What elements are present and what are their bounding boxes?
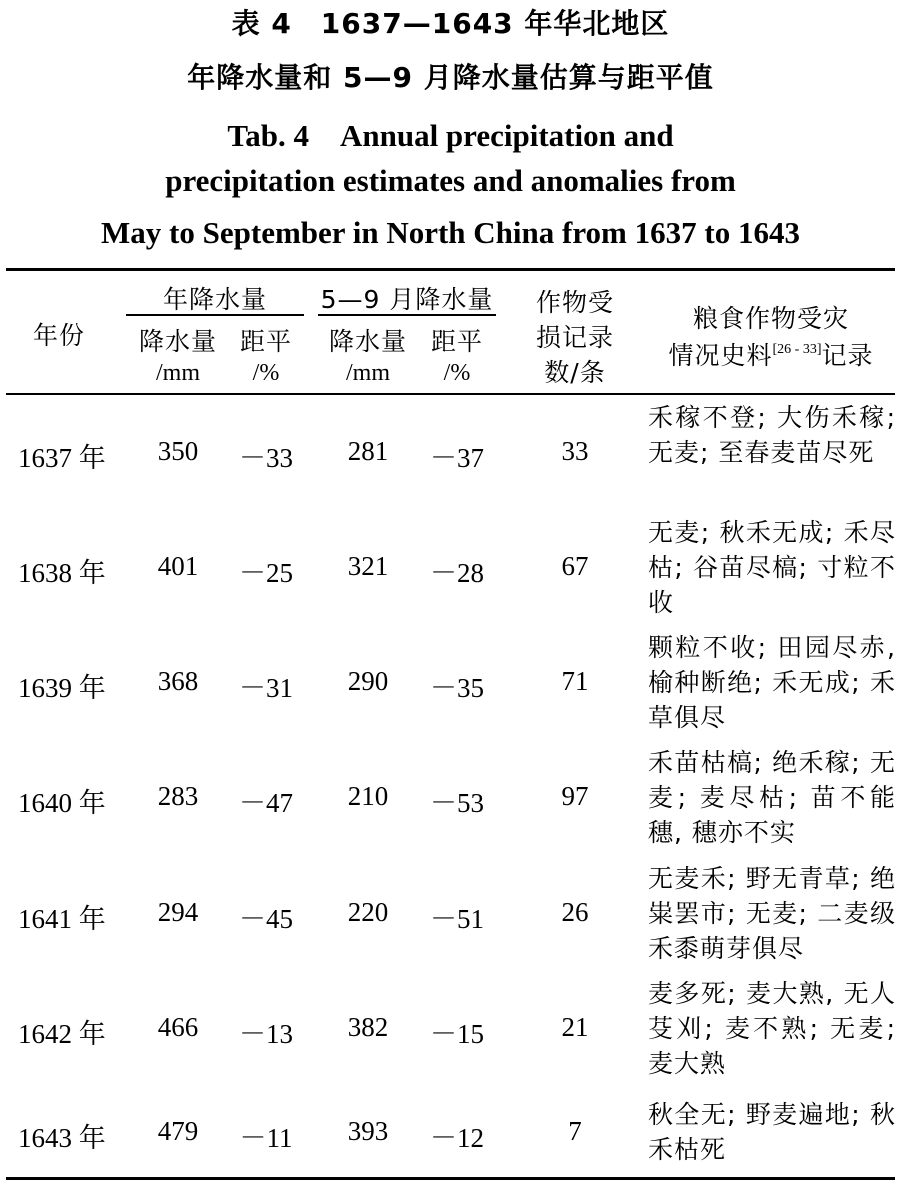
row-annual-anomaly: －31 [239, 673, 293, 703]
row-may-sep-anomaly: －53 [430, 788, 484, 818]
header-may-sep-unit-mm: /mm [345, 360, 390, 386]
row-may-sep: 321 [347, 551, 389, 581]
row-remark: 禾苗枯槁; 绝禾稼; 无麦; 麦尽枯; 苗不能穗, 穗亦不实 [648, 748, 896, 847]
row-loss-count: 7 [568, 1116, 582, 1146]
row-loss-count: 26 [561, 897, 589, 927]
row-annual-anomaly: －45 [239, 904, 293, 934]
header-year: 年份 [33, 321, 86, 350]
header-rule [6, 393, 895, 395]
row-remark: 秋全无; 野麦遍地; 秋禾枯死 [648, 1100, 896, 1164]
row-annual-anomaly: －13 [239, 1019, 293, 1049]
row-annual: 466 [157, 1012, 199, 1042]
row-may-sep-anomaly: －37 [430, 443, 484, 473]
caption-cn-line-2: 年降水量和 5—9 月降水量估算与距平值 [187, 61, 714, 94]
row-remark: 无麦; 秋禾无成; 禾尽枯; 谷苗尽槁; 寸粒不收 [648, 518, 896, 617]
row-year: 1637 年 [18, 443, 106, 473]
header-may-sep-anomaly: 距平 [430, 327, 483, 356]
row-may-sep: 290 [347, 666, 389, 696]
header-loss-line-2: 损记录 [535, 323, 614, 352]
row-annual-anomaly: －11 [239, 1123, 293, 1153]
header-annual-group: 年降水量 [162, 285, 267, 314]
row-year: 1643 年 [18, 1123, 106, 1153]
row-may-sep-anomaly: －51 [430, 904, 484, 934]
row-loss-count: 21 [561, 1012, 589, 1042]
top-rule [6, 268, 895, 271]
header-may-sep-amount: 降水量 [328, 327, 407, 356]
row-annual: 368 [157, 666, 199, 696]
row-may-sep-anomaly: －15 [430, 1019, 484, 1049]
row-loss-count: 71 [561, 666, 589, 696]
row-loss-count: 67 [561, 551, 589, 581]
row-annual: 479 [157, 1116, 199, 1146]
row-may-sep: 382 [347, 1012, 389, 1042]
row-year: 1638 年 [18, 558, 106, 588]
row-remark: 禾稼不登; 大伤禾稼; 无麦; 至春麦苗尽死 [648, 403, 896, 467]
row-remark: 无麦禾; 野无青草; 绝粜罢市; 无麦; 二麦级禾黍萌芽俱尽 [648, 864, 896, 963]
row-may-sep-anomaly: －12 [430, 1123, 484, 1153]
header-annual-anomaly: 距平 [239, 327, 292, 356]
row-may-sep: 210 [347, 781, 389, 811]
row-year: 1639 年 [18, 673, 106, 703]
header-remark-line-2 [646, 336, 896, 372]
header-annual-unit-mm: /mm [155, 360, 200, 386]
row-annual: 350 [157, 436, 199, 466]
row-may-sep-anomaly: －28 [430, 558, 484, 588]
row-loss-count: 97 [561, 781, 589, 811]
header-remark-line-1: 粮食作物受灾 [692, 304, 849, 333]
header-remark-reference: [26 - 33] [772, 342, 822, 357]
row-loss-count: 33 [561, 436, 589, 466]
row-annual-anomaly: －47 [239, 788, 293, 818]
header-annual-unit-pct: /% [252, 360, 280, 386]
caption-en-line-3: May to September in North China from 1637 to 1643 [101, 215, 800, 250]
header-annual-amount: 降水量 [138, 327, 217, 356]
header-loss-line-3: 数/条 [544, 358, 606, 387]
row-year: 1642 年 [18, 1019, 106, 1049]
row-remark: 颗粒不收; 田园尽赤, 榆种断绝; 禾无成; 禾草俱尽 [648, 633, 896, 732]
header-remark-text-end: 记录 [821, 341, 874, 370]
bottom-rule [6, 1177, 895, 1180]
row-may-sep: 281 [347, 436, 389, 466]
row-may-sep-anomaly: －35 [430, 673, 484, 703]
header-loss-line-1: 作物受 [535, 288, 614, 317]
row-annual: 294 [157, 897, 199, 927]
row-may-sep: 220 [347, 897, 389, 927]
row-annual-anomaly: －25 [239, 558, 293, 588]
header-remark-text: 情况史料 [668, 341, 773, 370]
header-may-sep-group: 5—9 月降水量 [320, 285, 494, 314]
header-may-sep-unit-pct: /% [443, 360, 471, 386]
caption-en-line-1: Tab. 4 Annual precipitation and [227, 118, 674, 153]
caption-en-line-2: precipitation estimates and anomalies from [165, 163, 736, 198]
row-annual-anomaly: －33 [239, 443, 293, 473]
row-year: 1640 年 [18, 788, 106, 818]
caption-cn-line-1: 表 4 1637—1643 年华北地区 [231, 7, 670, 40]
row-remark: 麦多死; 麦大熟, 无人芟刈; 麦不熟; 无麦; 麦大熟 [648, 979, 896, 1078]
row-year: 1641 年 [18, 904, 106, 934]
row-annual: 283 [157, 781, 199, 811]
row-may-sep: 393 [347, 1116, 389, 1146]
row-annual: 401 [157, 551, 199, 581]
